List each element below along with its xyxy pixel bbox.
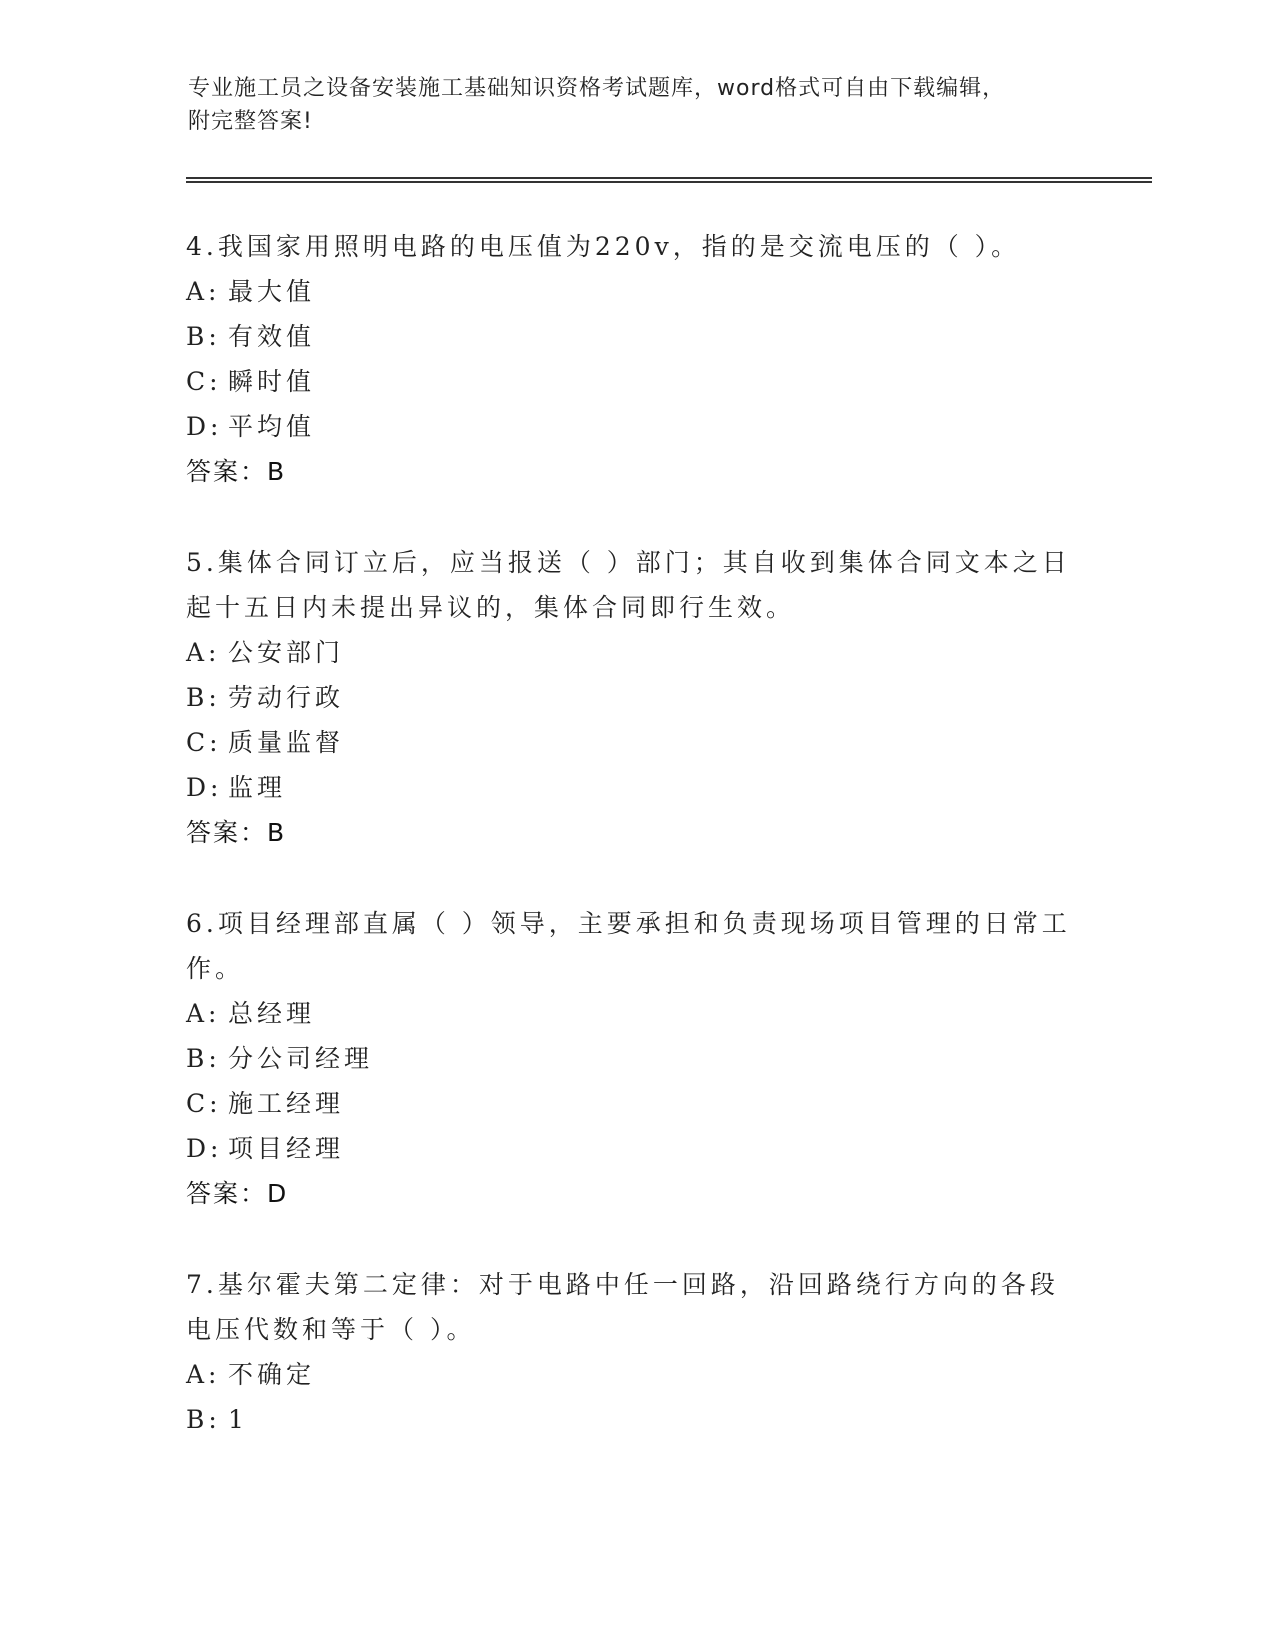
- option-letter: B:: [186, 322, 221, 351]
- option-letter: A:: [186, 277, 221, 306]
- option-text: 瞬时值: [228, 367, 316, 396]
- option-text: 监理: [228, 773, 287, 802]
- option-a: [186, 630, 1086, 675]
- option-text: 项目经理: [228, 1134, 345, 1163]
- option-text: 平均值: [228, 412, 316, 441]
- option-text: 公安部门: [228, 638, 345, 667]
- option-letter: C:: [186, 1089, 222, 1118]
- option-letter: C:: [186, 728, 222, 757]
- question-stem: 5.集体合同订立后，应当报送（ ）部门；其自收到集体合同文本之日起十五日内未提出异议的，集体合同即行生效。: [186, 548, 1071, 622]
- option-d: [186, 1126, 1086, 1171]
- option-letter: D:: [186, 1134, 223, 1163]
- option-b: [186, 1397, 1086, 1442]
- option-letter: B:: [186, 683, 221, 712]
- option-text: 最大值: [228, 277, 316, 306]
- question-7: [186, 1262, 1086, 1442]
- answer-line: 答案：B: [186, 457, 287, 486]
- option-letter: B:: [186, 1044, 221, 1073]
- option-letter: A:: [186, 999, 221, 1028]
- question-5: [186, 540, 1086, 855]
- header-divider: [186, 177, 1152, 183]
- question-stem: 4.我国家用照明电路的电压值为220v，指的是交流电压的（ ）。: [186, 232, 1021, 261]
- option-letter: B:: [186, 1405, 221, 1434]
- option-letter: C:: [186, 367, 222, 396]
- option-a: [186, 1352, 1086, 1397]
- option-d: [186, 765, 1086, 810]
- option-a: [186, 991, 1086, 1036]
- option-c: [186, 720, 1086, 765]
- option-d: [186, 404, 1086, 449]
- question-list: [186, 224, 1086, 1488]
- option-b: [186, 314, 1086, 359]
- question-stem: 7.基尔霍夫第二定律：对于电路中任一回路，沿回路绕行方向的各段电压代数和等于（ ）。: [186, 1270, 1059, 1344]
- answer-line: 答案：B: [186, 818, 287, 847]
- document-header: [188, 72, 1088, 138]
- question-4: [186, 224, 1086, 494]
- header-line-1: 专业施工员之设备安装施工基础知识资格考试题库，word格式可自由下载编辑，: [188, 76, 1006, 101]
- option-c: [186, 1081, 1086, 1126]
- answer-line: 答案：D: [186, 1179, 289, 1208]
- option-text: 施工经理: [228, 1089, 345, 1118]
- option-letter: A:: [186, 1360, 221, 1389]
- option-text: 不确定: [228, 1360, 316, 1389]
- option-text: 质量监督: [228, 728, 345, 757]
- option-c: [186, 359, 1086, 404]
- option-b: [186, 1036, 1086, 1081]
- question-stem: 6.项目经理部直属（ ）领导，主要承担和负责现场项目管理的日常工作。: [186, 909, 1071, 983]
- option-letter: D:: [186, 773, 223, 802]
- option-text: 有效值: [228, 322, 316, 351]
- option-b: [186, 675, 1086, 720]
- option-letter: A:: [186, 638, 221, 667]
- option-text: 总经理: [228, 999, 316, 1028]
- option-text: 分公司经理: [228, 1044, 374, 1073]
- option-text: 劳动行政: [228, 683, 345, 712]
- option-letter: D:: [186, 412, 223, 441]
- header-line-2: 附完整答案!: [188, 109, 313, 134]
- question-6: [186, 901, 1086, 1216]
- option-a: [186, 269, 1086, 314]
- option-text: 1: [228, 1405, 248, 1434]
